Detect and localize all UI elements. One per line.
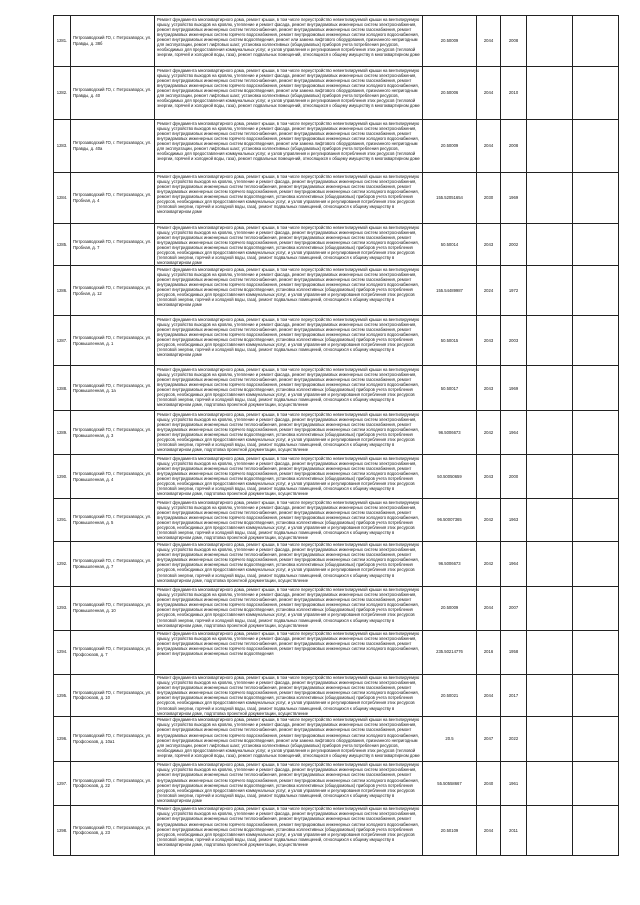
table-row: [54, 316, 619, 366]
row-number: 1283.: [54, 120, 71, 173]
row-number: 1284.: [54, 173, 71, 224]
works-cell: Ремонт фундамента многоквартирного дома, ремонт крыши, в том числе переустройство невентилируемой крыши на вентилируемую крышу, устройство выходов на кровлю, утепление и ремонт фасада, ремонт внутридомовых инженерных систем электроснабжения, ремонт внутридомовых инженерных систем теплоснабжения, ремонт внутридомовых инженерных систем газоснабжения, ремонт внутридомовых инженерных систем горячего водоснабжения, ремонт внутридомовых инженерных систем холодного водоснабжения, ремонт внутридомовых инженерных систем водоотведения, установка коллективных (общедомовых) приборов учета потребления ресурсов, необходимых для предоставления коммунальных услуг, и узлов управления и регулирования потребления этих ресурсов (тепловой энергии, горячей и холодной воды, газа), ремонт подвальных помещений, относящихся к общему имуществу в многоквартирном доме: [155, 761, 423, 805]
row-number: 1291.: [54, 499, 71, 541]
address-cell: Петрозаводский ГО, г. Петрозаводск, ул. Промышленная, д. 5: [71, 499, 155, 541]
area-cell: 235.50214776: [423, 630, 477, 674]
empty-cell: [573, 173, 619, 224]
works-cell: Ремонт фундамента многоквартирного дома, ремонт крыши, в том числе переустройство невентилируемой крыши на вентилируемую крышу, устройство выходов на кровлю, утепление и ремонт фасада, ремонт внутридомовых инженерных систем электроснабжения, ремонт внутридомовых инженерных систем теплоснабжения, ремонт внутридомовых инженерных систем газоснабжения, ремонт внутридомовых инженерных систем горячего водоснабжения, ремонт внутридомовых инженерных систем холодного водоснабжения, ремонт внутридомовых инженерных систем водоотведения: [155, 630, 423, 674]
row-number: 1294.: [54, 630, 71, 674]
year-plan-cell: 2043: [477, 455, 501, 499]
empty-cell: [527, 455, 573, 499]
year-built-cell: 1958: [501, 630, 527, 674]
address-cell: Петрозаводский ГО, г. Петрозаводск, ул. Промышленная, д. 7: [71, 541, 155, 586]
year-built-cell: 2000: [501, 455, 527, 499]
table-row: [54, 173, 619, 224]
empty-cell: [527, 499, 573, 541]
works-cell: Ремонт фундамента многоквартирного дома, ремонт крыши, в том числе переустройство невентилируемой крыши на вентилируемую крышу, устройство выходов на кровлю, утепление и ремонт фасада, ремонт внутридомовых инженерных систем электроснабжения, ремонт внутридомовых инженерных систем теплоснабжения, ремонт внутридомовых инженерных систем газоснабжения, ремонт внутридомовых инженерных систем горячего водоснабжения, ремонт внутридомовых инженерных систем холодного водоснабжения, ремонт внутридомовых инженерных систем водоотведения, ремонт или замена лифтового оборудования, признанного непригодным для эксплуатации, ремонт лифтовых шахт, установка коллективных (общедомовых) приборов учета потребления ресурсов, необходимых для предоставления коммунальных услуг, и узлов управления и регулирования потребления этих ресурсов (тепловой энергии, горячей и холодной воды, газа), ремонт подвальных помещений, относящихся к общему имуществу в многоквартирном доме: [155, 120, 423, 173]
table-row: [54, 499, 619, 541]
row-number: 1285.: [54, 224, 71, 266]
year-plan-cell: 2044: [477, 67, 501, 120]
empty-cell: [527, 586, 573, 630]
works-cell: Ремонт фундамента многоквартирного дома, ремонт крыши, в том числе переустройство невентилируемой крыши на вентилируемую крышу, устройство выходов на кровлю, утепление и ремонт фасада, ремонт внутридомовых инженерных систем электроснабжения, ремонт внутридомовых инженерных систем теплоснабжения, ремонт внутридомовых инженерных систем газоснабжения, ремонт внутридомовых инженерных систем горячего водоснабжения, ремонт внутридомовых инженерных систем холодного водоснабжения, ремонт внутридомовых инженерных систем водоотведения, установка коллективных (общедомовых) приборов учета потребления ресурсов, необходимых для предоставления коммунальных услуг, и узлов управления и регулирования потребления этих ресурсов (тепловой энергии, горячей и холодной воды, газа), ремонт подвальных помещений, относящихся к общему имуществу в многоквартирном доме, подготовка проектной документации, осуществление: [155, 455, 423, 499]
table-row: [54, 455, 619, 499]
table-row: [54, 411, 619, 455]
empty-cell: [527, 120, 573, 173]
year-built-cell: 2008: [501, 16, 527, 67]
year-plan-cell: 2043: [477, 224, 501, 266]
area-cell: 155.54489987: [423, 266, 477, 316]
table-row: [54, 67, 619, 120]
empty-cell: [573, 411, 619, 455]
address-cell: Петрозаводский ГО, г. Петрозаводск, ул. Правды, д. 40: [71, 67, 155, 120]
row-number: 1286.: [54, 266, 71, 316]
year-plan-cell: 2047: [477, 716, 501, 761]
table-row: [54, 120, 619, 173]
area-cell: 96.50007365: [423, 499, 477, 541]
address-cell: Петрозаводский ГО, г. Петрозаводск, ул. Промышленная, д. 1: [71, 316, 155, 366]
address-cell: Петрозаводский ГО, г. Петрозаводск, ул. Пробная, д. 12: [71, 266, 155, 316]
table-row: [54, 674, 619, 716]
table-row: [54, 761, 619, 805]
area-cell: 50.50050659: [423, 455, 477, 499]
year-built-cell: 1964: [501, 541, 527, 586]
empty-cell: [527, 173, 573, 224]
empty-cell: [527, 316, 573, 366]
year-built-cell: 2003: [501, 316, 527, 366]
table-row: [54, 586, 619, 630]
address-cell: Петрозаводский ГО, г. Петрозаводск, ул. Промышленная, д. 10: [71, 586, 155, 630]
address-cell: Петрозаводский ГО, г. Петрозаводск, ул. Пробная, д. 4: [71, 173, 155, 224]
row-number: 1287.: [54, 316, 71, 366]
empty-cell: [573, 16, 619, 67]
empty-cell: [573, 120, 619, 173]
empty-cell: [573, 266, 619, 316]
works-cell: Ремонт фундамента многоквартирного дома, ремонт крыши, в том числе переустройство невентилируемой крыши на вентилируемую крышу, устройство выходов на кровлю, утепление и ремонт фасада, ремонт внутридомовых инженерных систем электроснабжения, ремонт внутридомовых инженерных систем теплоснабжения, ремонт внутридомовых инженерных систем газоснабжения, ремонт внутридомовых инженерных систем горячего водоснабжения, ремонт внутридомовых инженерных систем холодного водоснабжения, ремонт внутридомовых инженерных систем водоотведения, ремонт или замена лифтового оборудования, признанного непригодным для эксплуатации, ремонт лифтовых шахт, установка коллективных (общедомовых) приборов учета потребления ресурсов, необходимых для предоставления коммунальных услуг, и узлов управления и регулирования потребления этих ресурсов (тепловой энергии, горячей и холодной воды, газа), ремонт подвальных помещений, относящихся к общему имуществу в многоквартирном доме: [155, 16, 423, 67]
address-cell: Петрозаводский ГО, г. Петрозаводск, ул. Профсоюзов, д. 23: [71, 805, 155, 855]
row-number: 1292.: [54, 541, 71, 586]
works-cell: Ремонт фундамента многоквартирного дома, ремонт крыши, в том числе переустройство невентилируемой крыши на вентилируемую крышу, устройство выходов на кровлю, утепление и ремонт фасада, ремонт внутридомовых инженерных систем электроснабжения, ремонт внутридомовых инженерных систем теплоснабжения, ремонт внутридомовых инженерных систем газоснабжения, ремонт внутридомовых инженерных систем горячего водоснабжения, ремонт внутридомовых инженерных систем холодного водоснабжения, ремонт внутридомовых инженерных систем водоотведения, установка коллективных (общедомовых) приборов учета потребления ресурсов, необходимых для предоставления коммунальных услуг, и узлов управления и регулирования потребления этих ресурсов (тепловой энергии, горячей и холодной воды, газа), ремонт подвальных помещений, относящихся к общему имуществу в многоквартирном доме: [155, 224, 423, 266]
works-cell: Ремонт фундамента многоквартирного дома, ремонт крыши, в том числе переустройство невентилируемой крыши на вентилируемую крышу, устройство выходов на кровлю, утепление и ремонт фасада, ремонт внутридомовых инженерных систем электроснабжения, ремонт внутридомовых инженерных систем теплоснабжения, ремонт внутридомовых инженерных систем газоснабжения, ремонт внутридомовых инженерных систем горячего водоснабжения, ремонт внутридомовых инженерных систем холодного водоснабжения, ремонт внутридомовых инженерных систем водоотведения, установка коллективных (общедомовых) приборов учета потребления ресурсов, необходимых для предоставления коммунальных услуг, и узлов управления и регулирования потребления этих ресурсов (тепловой энергии, горячей и холодной воды, газа), ремонт подвальных помещений, относящихся к общему имуществу в многоквартирном доме, подготовка проектной документации, осуществление: [155, 499, 423, 541]
empty-cell: [527, 266, 573, 316]
address-cell: Петрозаводский ГО, г. Петрозаводск, ул. Профсоюзов, д. 22: [71, 761, 155, 805]
works-cell: Ремонт фундамента многоквартирного дома, ремонт крыши, в том числе переустройство невентилируемой крыши на вентилируемую крышу, устройство выходов на кровлю, утепление и ремонт фасада, ремонт внутридомовых инженерных систем электроснабжения, ремонт внутридомовых инженерных систем теплоснабжения, ремонт внутридомовых инженерных систем газоснабжения, ремонт внутридомовых инженерных систем горячего водоснабжения, ремонт внутридомовых инженерных систем холодного водоснабжения, ремонт внутридомовых инженерных систем водоотведения, установка коллективных (общедомовых) приборов учета потребления ресурсов, необходимых для предоставления коммунальных услуг, и узлов управления и регулирования потребления этих ресурсов (тепловой энергии, горячей и холодной воды, газа), ремонт подвальных помещений, относящихся к общему имуществу в многоквартирном доме: [155, 173, 423, 224]
repair-registry-table: [53, 15, 619, 856]
empty-cell: [573, 67, 619, 120]
area-cell: 96.5006673: [423, 541, 477, 586]
table-body: [54, 16, 619, 856]
year-built-cell: 2002: [501, 224, 527, 266]
works-cell: Ремонт фундамента многоквартирного дома, ремонт крыши, в том числе переустройство невентилируемой крыши на вентилируемую крышу, устройство выходов на кровлю, утепление и ремонт фасада, ремонт внутридомовых инженерных систем электроснабжения, ремонт внутридомовых инженерных систем теплоснабжения, ремонт внутридомовых инженерных систем газоснабжения, ремонт внутридомовых инженерных систем горячего водоснабжения, ремонт внутридомовых инженерных систем холодного водоснабжения, ремонт внутридомовых инженерных систем водоотведения, установка коллективных (общедомовых) приборов учета потребления ресурсов, необходимых для предоставления коммунальных услуг, и узлов управления и регулирования потребления этих ресурсов (тепловой энергии, горячей и холодной воды, газа), ремонт подвальных помещений, относящихся к общему имуществу в многоквартирном доме, подготовка проектной документации, осуществление: [155, 411, 423, 455]
empty-cell: [527, 630, 573, 674]
area-cell: 96.5006673: [423, 411, 477, 455]
area-cell: 20.50021: [423, 674, 477, 716]
year-built-cell: 2008: [501, 120, 527, 173]
area-cell: 50.50014: [423, 224, 477, 266]
row-number: 1288.: [54, 366, 71, 411]
address-cell: Петрозаводский ГО, г. Петрозаводск, ул. Профсоюзов, д. 10а1: [71, 716, 155, 761]
table-row: [54, 366, 619, 411]
empty-cell: [573, 761, 619, 805]
area-cell: 20.50009: [423, 120, 477, 173]
empty-cell: [573, 316, 619, 366]
empty-cell: [527, 16, 573, 67]
address-cell: Петрозаводский ГО, г. Петрозаводск, ул. Правды, д. 40а: [71, 120, 155, 173]
empty-cell: [573, 455, 619, 499]
year-built-cell: 1969: [501, 366, 527, 411]
empty-cell: [573, 499, 619, 541]
works-cell: Ремонт фундамента многоквартирного дома, ремонт крыши, в том числе переустройство невентилируемой крыши на вентилируемую крышу, устройство выходов на кровлю, утепление и ремонт фасада, ремонт внутридомовых инженерных систем электроснабжения, ремонт внутридомовых инженерных систем теплоснабжения, ремонт внутридомовых инженерных систем газоснабжения, ремонт внутридомовых инженерных систем горячего водоснабжения, ремонт внутридомовых инженерных систем холодного водоснабжения, ремонт внутридомовых инженерных систем водоотведения, установка коллективных (общедомовых) приборов учета потребления ресурсов, необходимых для предоставления коммунальных услуг, и узлов управления и регулирования потребления этих ресурсов (тепловой энергии, горячей и холодной воды, газа), ремонт подвальных помещений, относящихся к общему имуществу в многоквартирном доме, подготовка проектной документации, осуществление: [155, 586, 423, 630]
address-cell: Петрозаводский ГО, г. Петрозаводск, ул. Промышленная, д. 3: [71, 411, 155, 455]
empty-cell: [527, 366, 573, 411]
year-built-cell: 1969: [501, 173, 527, 224]
year-built-cell: 1963: [501, 499, 527, 541]
year-plan-cell: 2016: [477, 630, 501, 674]
year-built-cell: 1964: [501, 411, 527, 455]
address-cell: Петрозаводский ГО, г. Петрозаводск, ул. Промышленная, д. 1а: [71, 366, 155, 411]
row-number: 1290.: [54, 455, 71, 499]
empty-cell: [527, 411, 573, 455]
area-cell: 155.52051654: [423, 173, 477, 224]
year-plan-cell: 2040: [477, 761, 501, 805]
area-cell: 20.5: [423, 716, 477, 761]
area-cell: 20.50109: [423, 805, 477, 855]
year-plan-cell: 2043: [477, 316, 501, 366]
row-number: 1293.: [54, 586, 71, 630]
works-cell: Ремонт фундамента многоквартирного дома, ремонт крыши, в том числе переустройство невентилируемой крыши на вентилируемую крышу, устройство выходов на кровлю, утепление и ремонт фасада, ремонт внутридомовых инженерных систем электроснабжения, ремонт внутридомовых инженерных систем теплоснабжения, ремонт внутридомовых инженерных систем газоснабжения, ремонт внутридомовых инженерных систем горячего водоснабжения, ремонт внутридомовых инженерных систем холодного водоснабжения, ремонт внутридомовых инженерных систем водоотведения, установка коллективных (общедомовых) приборов учета потребления ресурсов, необходимых для предоставления коммунальных услуг, и узлов управления и регулирования потребления этих ресурсов (тепловой энергии, горячей и холодной воды, газа), ремонт подвальных помещений, относящихся к общему имуществу в многоквартирном доме, подготовка проектной документации, осуществление: [155, 366, 423, 411]
registry-sheet: [53, 15, 618, 856]
empty-cell: [573, 674, 619, 716]
area-cell: 20.50009: [423, 586, 477, 630]
row-number: 1298.: [54, 805, 71, 855]
address-cell: Петрозаводский ГО, г. Петрозаводск, ул. Пробная, д. 7: [71, 224, 155, 266]
year-plan-cell: 2042: [477, 499, 501, 541]
year-built-cell: 1972: [501, 266, 527, 316]
row-number: 1295.: [54, 674, 71, 716]
row-number: 1296.: [54, 716, 71, 761]
year-built-cell: 2022: [501, 716, 527, 761]
year-plan-cell: 2044: [477, 805, 501, 855]
empty-cell: [573, 541, 619, 586]
empty-cell: [573, 630, 619, 674]
year-plan-cell: 2044: [477, 16, 501, 67]
year-plan-cell: 2044: [477, 586, 501, 630]
empty-cell: [573, 805, 619, 855]
address-cell: Петрозаводский ГО, г. Петрозаводск, ул. Правды, д. 38б: [71, 16, 155, 67]
address-cell: Петрозаводский ГО, г. Петрозаводск, ул. Профсоюзов, д. 7: [71, 630, 155, 674]
area-cell: 50.50015: [423, 316, 477, 366]
empty-cell: [527, 805, 573, 855]
address-cell: Петрозаводский ГО, г. Петрозаводск, ул. Промышленная, д. 4: [71, 455, 155, 499]
year-built-cell: 2010: [501, 67, 527, 120]
table-row: [54, 224, 619, 266]
year-plan-cell: 2042: [477, 541, 501, 586]
empty-cell: [527, 67, 573, 120]
address-cell: Петрозаводский ГО, г. Петрозаводск, ул. Профсоюзов, д. 10: [71, 674, 155, 716]
empty-cell: [573, 366, 619, 411]
works-cell: Ремонт фундамента многоквартирного дома, ремонт крыши, в том числе переустройство невентилируемой крыши на вентилируемую крышу, устройство выходов на кровлю, утепление и ремонт фасада, ремонт внутридомовых инженерных систем электроснабжения, ремонт внутридомовых инженерных систем теплоснабжения, ремонт внутридомовых инженерных систем газоснабжения, ремонт внутридомовых инженерных систем горячего водоснабжения, ремонт внутридомовых инженерных систем холодного водоснабжения, ремонт внутридомовых инженерных систем водоотведения, ремонт или замена лифтового оборудования, признанного непригодным для эксплуатации, ремонт лифтовых шахт, установка коллективных (общедомовых) приборов учета потребления ресурсов, необходимых для предоставления коммунальных услуг, и узлов управления и регулирования потребления этих ресурсов (тепловой энергии, горячей и холодной воды, газа), ремонт подвальных помещений, относящихся к общему имуществу в многоквартирном доме: [155, 67, 423, 120]
row-number: 1297.: [54, 761, 71, 805]
year-plan-cell: 2043: [477, 366, 501, 411]
empty-cell: [527, 541, 573, 586]
year-plan-cell: 2042: [477, 411, 501, 455]
year-built-cell: 2007: [501, 586, 527, 630]
table-row: [54, 541, 619, 586]
empty-cell: [573, 716, 619, 761]
year-built-cell: 1961: [501, 761, 527, 805]
empty-cell: [573, 224, 619, 266]
empty-cell: [573, 586, 619, 630]
year-built-cell: 2017: [501, 674, 527, 716]
table-row: [54, 716, 619, 761]
row-number: 1281.: [54, 16, 71, 67]
year-plan-cell: 2044: [477, 120, 501, 173]
table-row: [54, 266, 619, 316]
works-cell: Ремонт фундамента многоквартирного дома, ремонт крыши, в том числе переустройство невентилируемой крыши на вентилируемую крышу, устройство выходов на кровлю, утепление и ремонт фасада, ремонт внутридомовых инженерных систем электроснабжения, ремонт внутридомовых инженерных систем теплоснабжения, ремонт внутридомовых инженерных систем газоснабжения, ремонт внутридомовых инженерных систем горячего водоснабжения, ремонт внутридомовых инженерных систем холодного водоснабжения, ремонт внутридомовых инженерных систем водоотведения, установка коллективных (общедомовых) приборов учета потребления ресурсов, необходимых для предоставления коммунальных услуг, и узлов управления и регулирования потребления этих ресурсов (тепловой энергии, горячей и холодной воды, газа), ремонт подвальных помещений, относящихся к общему имуществу в многоквартирном доме, подготовка проектной документации, осуществление: [155, 805, 423, 855]
empty-cell: [527, 761, 573, 805]
row-number: 1289.: [54, 411, 71, 455]
area-cell: 55.50558667: [423, 761, 477, 805]
year-plan-cell: 2024: [477, 266, 501, 316]
works-cell: Ремонт фундамента многоквартирного дома, ремонт крыши, в том числе переустройство невентилируемой крыши на вентилируемую крышу, устройство выходов на кровлю, утепление и ремонт фасада, ремонт внутридомовых инженерных систем электроснабжения, ремонт внутридомовых инженерных систем теплоснабжения, ремонт внутридомовых инженерных систем газоснабжения, ремонт внутридомовых инженерных систем горячего водоснабжения, ремонт внутридомовых инженерных систем холодного водоснабжения, ремонт внутридомовых инженерных систем водоотведения, установка коллективных (общедомовых) приборов учета потребления ресурсов, необходимых для предоставления коммунальных услуг, и узлов управления и регулирования потребления этих ресурсов (тепловой энергии, горячей и холодной воды, газа), ремонт подвальных помещений, относящихся к общему имуществу в многоквартирном доме: [155, 266, 423, 316]
empty-cell: [527, 224, 573, 266]
empty-cell: [527, 716, 573, 761]
empty-cell: [527, 674, 573, 716]
table-row: [54, 16, 619, 67]
year-plan-cell: 2044: [477, 674, 501, 716]
year-plan-cell: 2030: [477, 173, 501, 224]
works-cell: Ремонт фундамента многоквартирного дома, ремонт крыши, в том числе переустройство невентилируемой крыши на вентилируемую крышу, устройство выходов на кровлю, утепление и ремонт фасада, ремонт внутридомовых инженерных систем электроснабжения, ремонт внутридомовых инженерных систем теплоснабжения, ремонт внутридомовых инженерных систем газоснабжения, ремонт внутридомовых инженерных систем горячего водоснабжения, ремонт внутридомовых инженерных систем холодного водоснабжения, ремонт внутридомовых инженерных систем водоотведения, установка коллективных (общедомовых) приборов учета потребления ресурсов, необходимых для предоставления коммунальных услуг, и узлов управления и регулирования потребления этих ресурсов (тепловой энергии, горячей и холодной воды, газа), ремонт подвальных помещений, относящихся к общему имуществу в многоквартирном доме, подготовка проектной документации, осуществление: [155, 541, 423, 586]
year-built-cell: 2011: [501, 805, 527, 855]
table-row: [54, 630, 619, 674]
area-cell: 20.50006: [423, 67, 477, 120]
area-cell: 20.50009: [423, 16, 477, 67]
works-cell: Ремонт фундамента многоквартирного дома, ремонт крыши, в том числе переустройство невентилируемой крыши на вентилируемую крышу, устройство выходов на кровлю, утепление и ремонт фасада, ремонт внутридомовых инженерных систем электроснабжения, ремонт внутридомовых инженерных систем теплоснабжения, ремонт внутридомовых инженерных систем газоснабжения, ремонт внутридомовых инженерных систем горячего водоснабжения, ремонт внутридомовых инженерных систем холодного водоснабжения, ремонт внутридомовых инженерных систем водоотведения, ремонт или замена лифтового оборудования, признанного непригодным для эксплуатации, ремонт лифтовых шахт, установка коллективных (общедомовых) приборов учета потребления ресурсов, необходимых для предоставления коммунальных услуг, и узлов управления и регулирования потребления этих ресурсов (тепловой энергии, горячей и холодной воды, газа), ремонт подвальных помещений, относящихся к общему имуществу в многоквартирном доме: [155, 716, 423, 761]
works-cell: Ремонт фундамента многоквартирного дома, ремонт крыши, в том числе переустройство невентилируемой крыши на вентилируемую крышу, устройство выходов на кровлю, утепление и ремонт фасада, ремонт внутридомовых инженерных систем электроснабжения, ремонт внутридомовых инженерных систем теплоснабжения, ремонт внутридомовых инженерных систем газоснабжения, ремонт внутридомовых инженерных систем горячего водоснабжения, ремонт внутридомовых инженерных систем холодного водоснабжения, ремонт внутридомовых инженерных систем водоотведения, установка коллективных (общедомовых) приборов учета потребления ресурсов, необходимых для предоставления коммунальных услуг, и узлов управления и регулирования потребления этих ресурсов (тепловой энергии, горячей и холодной воды, газа), ремонт подвальных помещений, относящихся к общему имуществу в многоквартирном доме: [155, 316, 423, 366]
row-number: 1282.: [54, 67, 71, 120]
works-cell: Ремонт фундамента многоквартирного дома, ремонт крыши, в том числе переустройство невентилируемой крыши на вентилируемую крышу, устройство выходов на кровлю, утепление и ремонт фасада, ремонт внутридомовых инженерных систем электроснабжения, ремонт внутридомовых инженерных систем теплоснабжения, ремонт внутридомовых инженерных систем газоснабжения, ремонт внутридомовых инженерных систем горячего водоснабжения, ремонт внутридомовых инженерных систем холодного водоснабжения, ремонт внутридомовых инженерных систем водоотведения, установка коллективных (общедомовых) приборов учета потребления ресурсов, необходимых для предоставления коммунальных услуг, и узлов управления и регулирования потребления этих ресурсов (тепловой энергии, горячей и холодной воды, газа), ремонт подвальных помещений, относящихся к общему имуществу в многоквартирном доме, подготовка проектной документации, осуществление: [155, 674, 423, 716]
area-cell: 50.50017: [423, 366, 477, 411]
table-row: [54, 805, 619, 855]
